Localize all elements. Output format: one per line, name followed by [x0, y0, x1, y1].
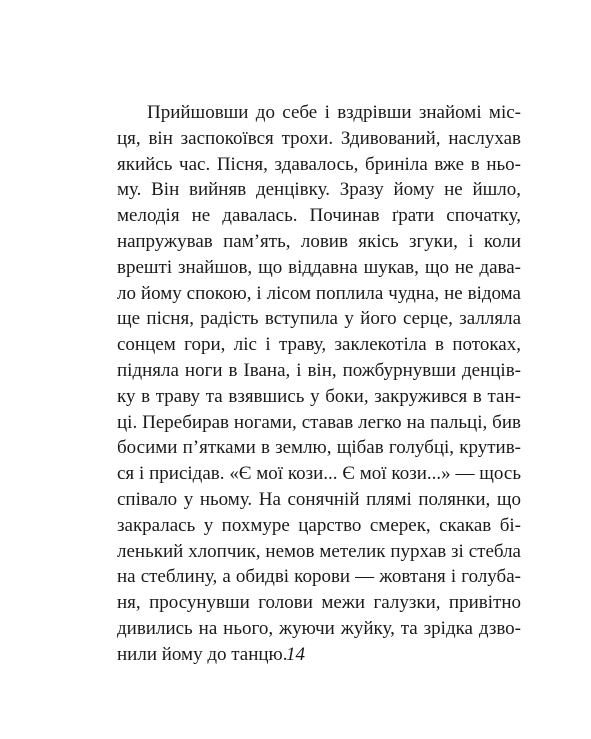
paragraph-line: нили йому до танцю. [117, 643, 288, 665]
paragraph-line: босими п’ятками в землю, щібав голубці, крутив- [117, 437, 521, 459]
paragraph-line: напружував пам’ять, ловив якісь згуки, і коли [117, 230, 521, 252]
paragraph-line: якийсь час. Пісня, здавалось, бриніла вже в ньо- [117, 153, 521, 175]
page-number: 14 [286, 644, 305, 665]
paragraph-line: ця, він заспокоївся трохи. Здивований, наслухав [117, 127, 521, 149]
body-paragraph [117, 100, 521, 668]
paragraph-line: співало у ньому. На сонячній плямі полянки, що [117, 488, 521, 510]
paragraph-line: на стеблину, а обидві корови — жовтаня і голуба- [117, 566, 521, 588]
paragraph-line: дивились на нього, жуючи жуйку, та зрідка дзво- [117, 617, 521, 639]
paragraph-line: му. Він вийняв денцівку. Зразу йому не йшло, [117, 179, 521, 201]
paragraph-line: врешті знайшов, що віддавна шукав, що не дава- [117, 256, 521, 278]
paragraph-line: мелодія не давалась. Починав ґрати спочатку, [117, 205, 521, 227]
paragraph-line: ще пісня, радість вступила у його серце, залляла [117, 308, 521, 330]
paragraph-line: сонцем гори, ліс і траву, заклекотіла в потоках, [117, 334, 521, 356]
paragraph-line: ня, просунувши голови межи галузки, привітно [117, 592, 521, 614]
paragraph-line: ся і присідав. «Є мої кози... Є мої кози...» — щось [117, 463, 521, 485]
paragraph-line: ці. Перебирав ногами, ставав легко на пальці, бив [117, 411, 521, 433]
paragraph-line: закралась у похмуре царство смерек, скакав бі- [117, 514, 521, 536]
paragraph-line: ленький хлопчик, немов метелик пурхав зі стебла [117, 540, 521, 562]
paragraph-line: ло йому спокою, і лісом поплила чудна, не відома [117, 282, 521, 304]
paragraph-line: ку в траву та взявшись у боки, закружився в тан- [117, 385, 521, 407]
paragraph-line: підняла ноги в Івана, і він, пожбурнувши денців- [117, 359, 521, 381]
paragraph-line: Прийшовши до себе і вздрівши знайомі міс- [147, 102, 521, 123]
